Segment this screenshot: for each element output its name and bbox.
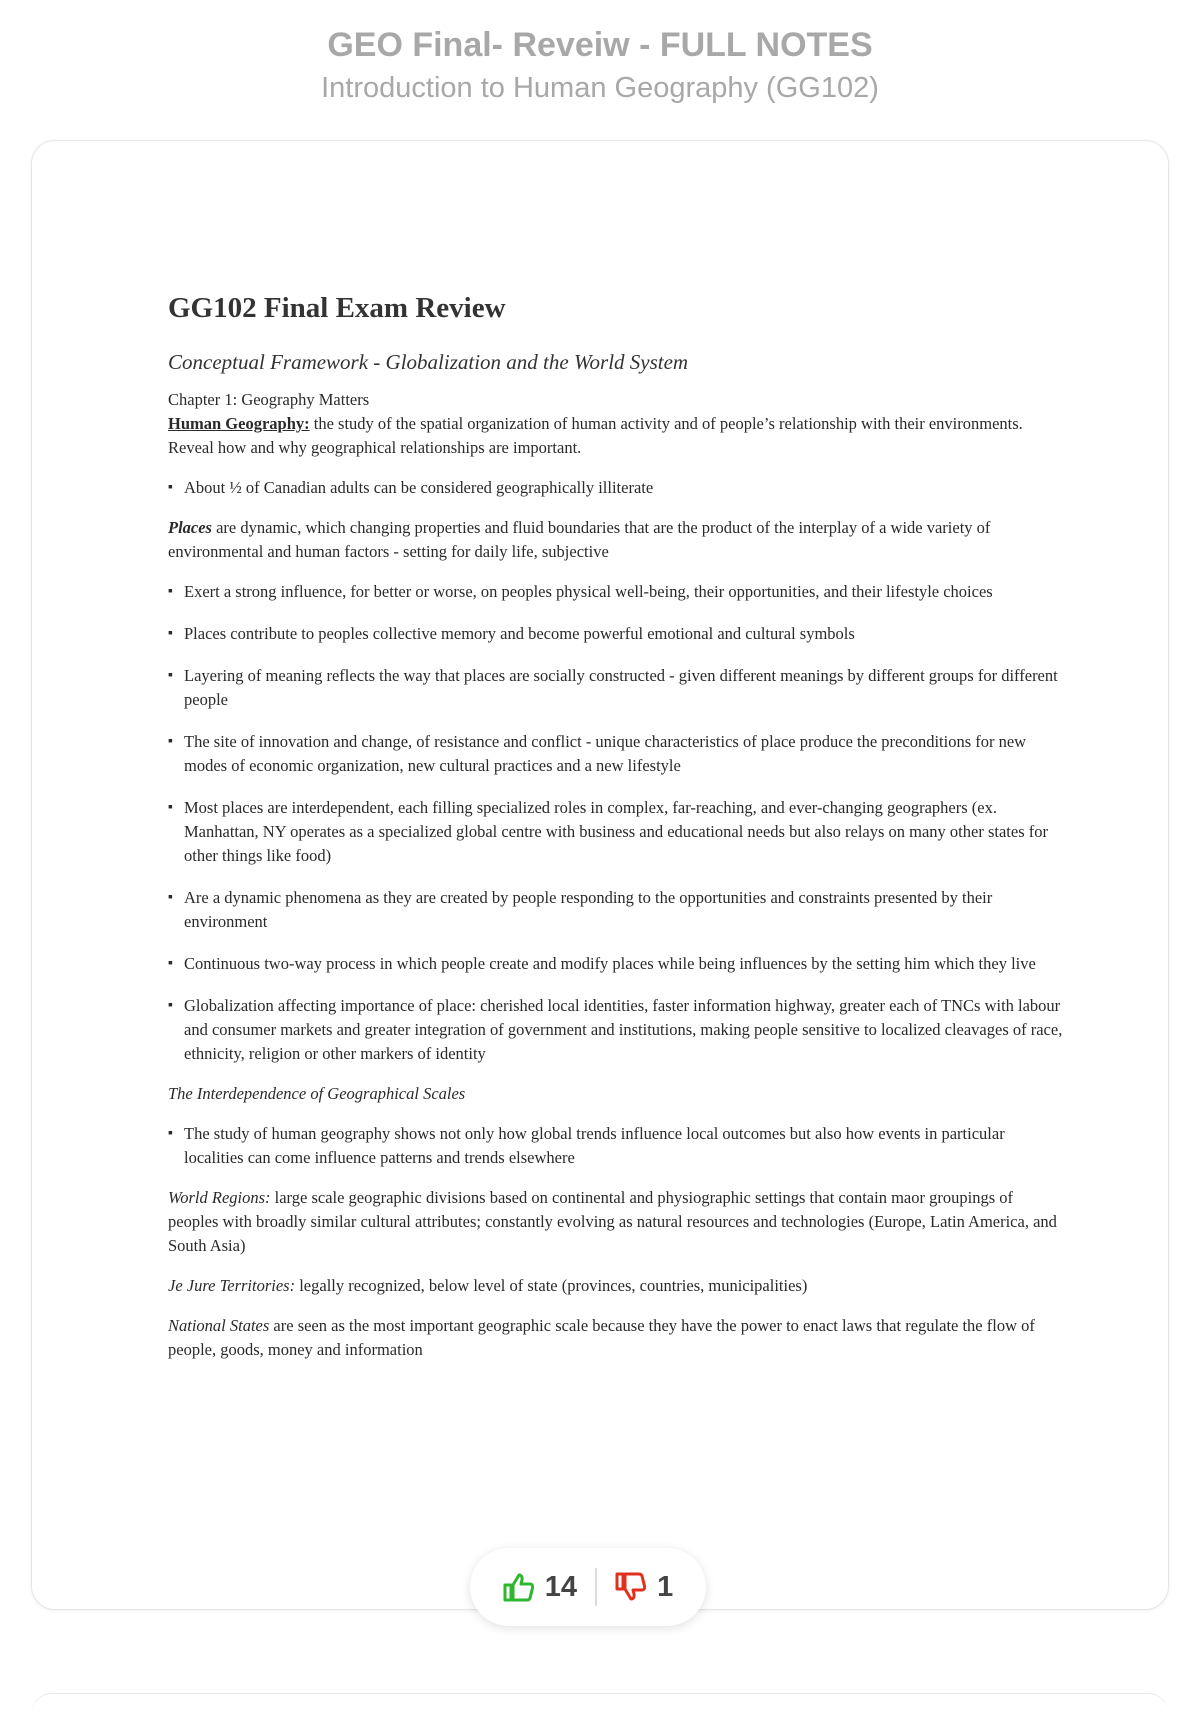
bullet-icon: ▪ <box>168 584 173 599</box>
paragraph-world-regions <box>168 1186 1063 1258</box>
bullet-icon: ▪ <box>168 956 173 971</box>
list-item: ▪ Exert a strong influence, for better or worse, on peoples physical well-being, their opportunities, and their lifestyle choices <box>168 580 1063 604</box>
bullet-icon: ▪ <box>168 998 173 1013</box>
section-heading: Conceptual Framework - Globalization and the World System <box>168 350 689 374</box>
term-world-regions: World Regions: <box>168 1188 271 1207</box>
upvote-button[interactable] <box>485 1571 595 1604</box>
bullet-icon: ▪ <box>168 668 173 683</box>
bullet-list-2 <box>168 580 1063 1066</box>
list-item: ▪ Globalization affecting importance of place: cherished local identities, faster information highway, greater each of TNCs with labour and consumer markets and greater integration of government and institutions, making people sensitive to localized cleavages of race, ethnicity, religion or other markers of identity <box>168 996 1063 1063</box>
vote-widget <box>470 1548 706 1626</box>
paragraph-human-geography <box>168 412 1063 460</box>
bullet-icon: ▪ <box>168 626 173 641</box>
term-je-jure: Je Jure Territories: <box>168 1276 296 1295</box>
list-item: ▪ Are a dynamic phenomena as they are created by people responding to the opportunities and constraints presented by their environment <box>168 888 993 931</box>
bullet-list-1 <box>168 476 1063 500</box>
term-human-geography: Human Geography: <box>168 414 310 433</box>
list-item: ▪ Continuous two-way process in which people create and modify places while being influences by the setting him which they live <box>168 952 1063 976</box>
list-item: ▪ About ½ of Canadian adults can be considered geographically illiterate <box>168 476 1063 500</box>
list-item: ▪ Places contribute to peoples collective memory and become powerful emotional and cultural symbols <box>168 622 1063 646</box>
document-heading: GG102 Final Exam Review <box>168 292 506 324</box>
paragraph-national-states <box>168 1314 1063 1362</box>
bullet-icon: ▪ <box>168 480 173 495</box>
thumbs-up-icon <box>503 1572 535 1602</box>
list-item: ▪ Most places are interdependent, each filling specialized roles in complex, far-reaching, and ever-changing geographers (ex. Manhattan, NY operates as a specialized global centre with business and educational needs but also relays on many other states for other things like food) <box>168 798 1048 865</box>
list-item: ▪ Layering of meaning reflects the way that places are socially constructed - given different meanings by different groups for different people <box>168 666 1058 709</box>
bullet-icon: ▪ <box>168 734 173 749</box>
paragraph-je-jure <box>168 1274 1063 1298</box>
term-national-states: National States <box>168 1316 270 1335</box>
definition-places: are dynamic, which changing properties and fluid boundaries that are the product of the interplay of a wide variety of environmental and human factors - setting for daily life, subjective <box>168 518 991 561</box>
next-card-edge <box>31 1693 1169 1714</box>
document-content <box>168 290 1063 1362</box>
bullet-icon: ▪ <box>168 890 173 905</box>
document-title: GEO Final- Reveiw - FULL NOTES <box>327 26 873 64</box>
bullet-icon: ▪ <box>168 800 173 815</box>
definition-human-geography: the study of the spatial organization of human activity and of people’s relationship with their environments. Reveal how and why geographical relationships are important. <box>168 414 1023 457</box>
upvote-count: 14 <box>544 1570 578 1603</box>
list-item: ▪ The study of human geography shows not only how global trends influence local outcomes but also how events in particular localities can come influence patterns and trends elsewhere <box>168 1124 1005 1167</box>
definition-national-states: are seen as the most important geographic scale because they have the power to enact laws that regulate the flow of people, goods, money and information <box>168 1316 1035 1359</box>
definition-world-regions: large scale geographic divisions based on continental and physiographic settings that contain maor groupings of peoples with broadly similar cultural attributes; constantly evolving as natural resources and technologies (Europe, Latin America, and South Asia) <box>168 1188 1057 1255</box>
downvote-button[interactable] <box>597 1571 691 1604</box>
bullet-list-3 <box>168 1122 1063 1170</box>
bullet-icon: ▪ <box>168 1126 173 1141</box>
list-item: ▪ The site of innovation and change, of resistance and conflict - unique characteristics of place produce the preconditions for new modes of economic organization, new cultural practices and a new lifestyle <box>168 732 1027 775</box>
chapter-label: Chapter 1: Geography Matters <box>168 390 370 409</box>
course-subtitle: Introduction to Human Geography (GG102) <box>321 72 879 104</box>
page-header <box>0 0 1200 108</box>
thumbs-down-icon <box>615 1572 647 1602</box>
definition-je-jure: legally recognized, below level of state (provinces, countries, municipalities) <box>295 1276 808 1295</box>
subheading-interdependence: The Interdependence of Geographical Scales <box>168 1084 466 1103</box>
term-places: Places <box>168 518 212 537</box>
downvote-count: 1 <box>657 1570 674 1603</box>
paragraph-places <box>168 516 1063 564</box>
